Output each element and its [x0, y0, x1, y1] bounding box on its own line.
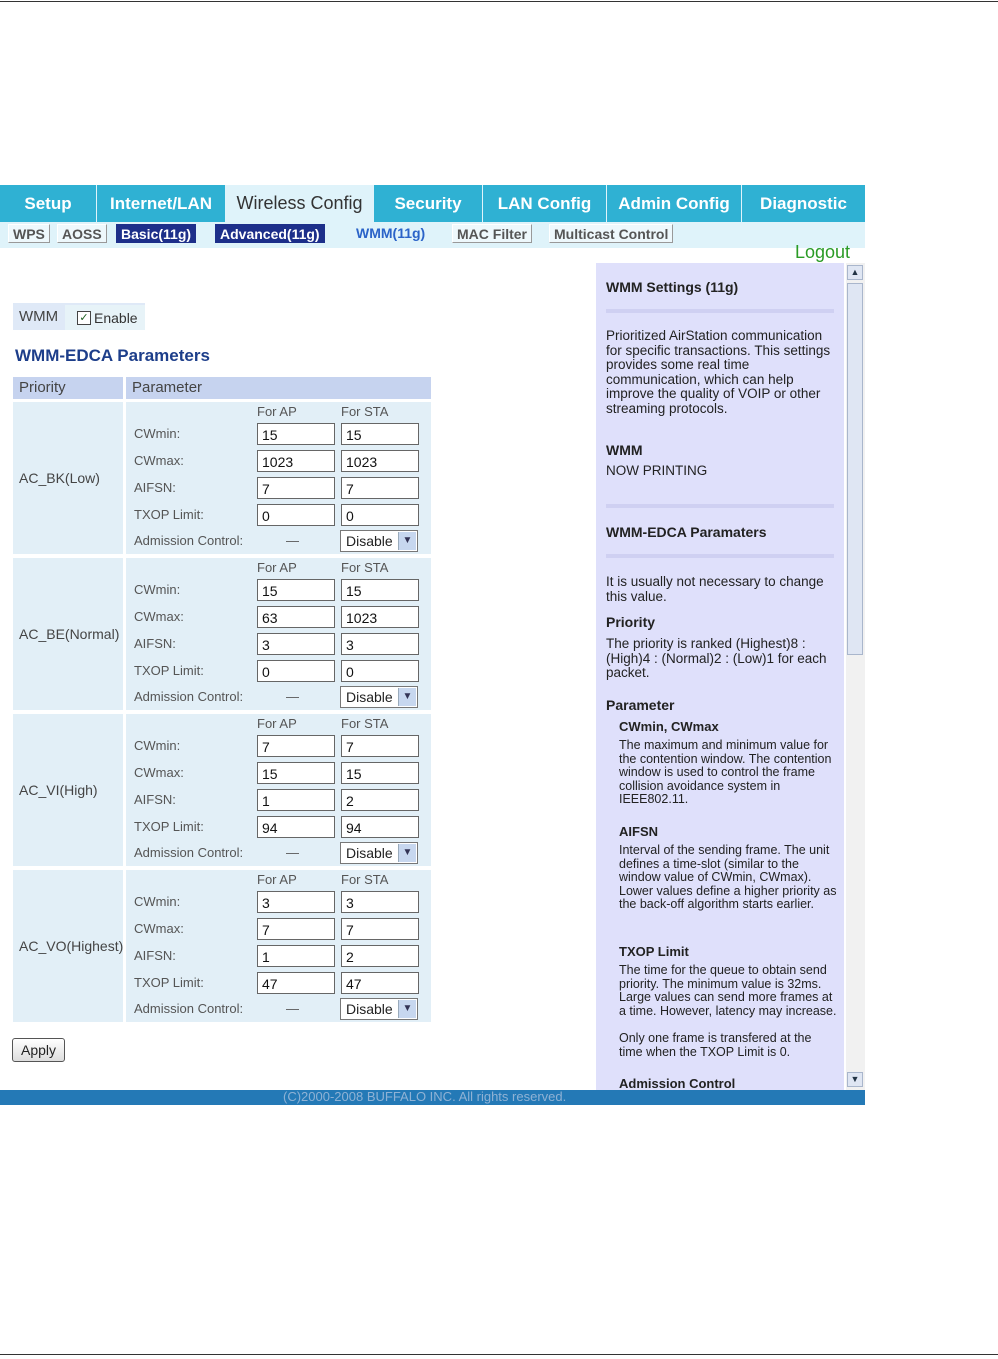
col-for-ap: For AP — [257, 404, 297, 419]
chevron-down-icon[interactable]: ▼ — [398, 1000, 416, 1018]
label-cwmax: CWmax: — [134, 453, 184, 468]
help-wmm-title: WMM — [606, 442, 643, 458]
help-parameter-title: Parameter — [606, 697, 675, 713]
label-cwmax: CWmax: — [134, 609, 184, 624]
settings-content — [0, 265, 593, 1090]
edca-section-title: WMM-EDCA Parameters — [15, 346, 210, 365]
priority-group-be — [13, 558, 431, 710]
priority-name: AC_VO(Highest) — [19, 938, 124, 954]
label-cwmax: CWmax: — [134, 765, 184, 780]
col-for-sta: For STA — [341, 404, 389, 419]
footer-bar — [0, 1090, 865, 1105]
txop-sta-input[interactable]: 47 — [341, 972, 419, 994]
label-cwmax: CWmax: — [134, 921, 184, 936]
subtab-basic-11g[interactable]: Basic(11g) — [116, 224, 196, 243]
subtab-mac-filter[interactable]: MAC Filter — [452, 224, 532, 243]
wmm-enable-checkbox[interactable]: ✓ — [77, 311, 91, 325]
txop-sta-input[interactable]: 0 — [341, 660, 419, 682]
col-for-ap: For AP — [257, 716, 297, 731]
help-admission-title: Admission Control — [619, 1076, 736, 1090]
col-for-ap: For AP — [257, 872, 297, 887]
admission-select[interactable] — [340, 530, 418, 552]
txop-sta-input[interactable]: 94 — [341, 816, 419, 838]
tab-internet-lan[interactable]: Internet/LAN — [97, 185, 226, 222]
col-for-sta: For STA — [341, 716, 389, 731]
help-divider — [606, 504, 834, 508]
txop-ap-input[interactable]: 47 — [257, 972, 335, 994]
aifsn-sta-input[interactable]: 7 — [341, 477, 419, 499]
wmm-enable-wrap — [65, 305, 145, 330]
cwmin-ap-input[interactable]: 7 — [257, 735, 335, 757]
admission-select-value: Disable — [346, 689, 393, 705]
cwmax-sta-input[interactable]: 1023 — [341, 606, 419, 628]
cwmin-ap-input[interactable]: 15 — [257, 423, 335, 445]
label-txop: TXOP Limit: — [134, 975, 204, 990]
help-priority-text: The priority is ranked (Highest)8 : (High)4 : (Normal)2 : (Low)1 for each packet. — [606, 636, 827, 680]
priority-name: AC_VI(High) — [19, 782, 98, 798]
label-admission: Admission Control: — [134, 845, 244, 860]
priority-group-bk — [13, 402, 431, 554]
tab-admin-config[interactable]: Admin Config — [607, 185, 742, 222]
admission-select[interactable] — [340, 842, 418, 864]
scrollbar-thumb[interactable] — [847, 283, 863, 655]
aifsn-sta-input[interactable]: 2 — [341, 945, 419, 967]
cwmin-sta-input[interactable]: 15 — [341, 579, 419, 601]
label-cwmin: CWmin: — [134, 426, 181, 441]
tab-wireless-config[interactable]: Wireless Config — [226, 185, 374, 222]
help-txop-title: TXOP Limit — [619, 944, 689, 959]
aifsn-ap-input[interactable]: 7 — [257, 477, 335, 499]
aifsn-ap-input[interactable]: 1 — [257, 789, 335, 811]
logout-link[interactable]: Logout — [794, 242, 850, 262]
cwmax-sta-input[interactable]: 1023 — [341, 450, 419, 472]
chevron-down-icon[interactable]: ▼ — [847, 1072, 863, 1087]
help-edca-text: It is usually not necessary to change this value. — [606, 574, 824, 604]
copyright-text: (C)2000-2008 BUFFALO INC. All rights reserved. — [283, 1089, 567, 1104]
page-bottom-rule — [0, 1354, 998, 1355]
label-aifsn: AIFSN: — [134, 636, 176, 651]
tab-security[interactable]: Security — [374, 185, 483, 222]
header-parameter: Parameter — [126, 377, 431, 399]
priority-cell — [13, 870, 123, 1022]
parameter-cell — [126, 714, 431, 866]
label-admission: Admission Control: — [134, 689, 244, 704]
cwmin-ap-input[interactable]: 3 — [257, 891, 335, 913]
priority-name: AC_BK(Low) — [19, 470, 100, 486]
help-intro: Prioritized AirStation communication for specific transactions. This settings provides some real time communication, which can help improve the quality of VOIP or other streaming protocols. — [606, 328, 831, 416]
help-title: WMM Settings (11g) — [606, 279, 739, 295]
aifsn-sta-input[interactable]: 3 — [341, 633, 419, 655]
cwmin-sta-input[interactable]: 7 — [341, 735, 419, 757]
label-aifsn: AIFSN: — [134, 948, 176, 963]
parameter-cell — [126, 402, 431, 554]
apply-button[interactable]: Apply — [12, 1038, 65, 1062]
cwmax-ap-input[interactable]: 7 — [257, 918, 335, 940]
col-for-sta: For STA — [341, 872, 389, 887]
subtab-aoss[interactable]: AOSS — [57, 224, 107, 243]
cwmin-ap-input[interactable]: 15 — [257, 579, 335, 601]
cwmax-ap-input[interactable]: 1023 — [257, 450, 335, 472]
admission-select-value: Disable — [346, 845, 393, 861]
txop-sta-input[interactable]: 0 — [341, 504, 419, 526]
label-cwmin: CWmin: — [134, 894, 181, 909]
priority-cell — [13, 402, 123, 554]
txop-ap-input[interactable]: 94 — [257, 816, 335, 838]
wmm-enable-label[interactable]: Enable — [94, 310, 138, 326]
help-edca-title: WMM-EDCA Paramaters — [606, 524, 767, 540]
aifsn-sta-input[interactable]: 2 — [341, 789, 419, 811]
chevron-up-icon[interactable]: ▲ — [847, 265, 863, 280]
wmm-toggle-row — [13, 303, 145, 330]
label-admission: Admission Control: — [134, 1001, 244, 1016]
parameter-cell — [126, 870, 431, 1022]
col-for-sta: For STA — [341, 560, 389, 575]
txop-ap-input[interactable]: 0 — [257, 660, 335, 682]
chevron-down-icon[interactable]: ▼ — [398, 844, 416, 862]
wmm-label: WMM — [19, 308, 59, 325]
admission-select-value: Disable — [346, 533, 393, 549]
admission-select[interactable] — [340, 998, 418, 1020]
help-wmm-text: NOW PRINTING — [606, 463, 708, 478]
admission-select[interactable] — [340, 686, 418, 708]
help-aifsn-text: Interval of the sending frame. The unit defines a time-slot (similar to the window value of CWmin, CWmax). Lower values define a higher priority as the back-off algorithm starts earlier. — [619, 843, 837, 911]
subtab-advanced-11g[interactable]: Advanced(11g) — [215, 224, 325, 243]
admission-ap-dash: — — [286, 689, 299, 704]
label-txop: TXOP Limit: — [134, 819, 204, 834]
cwmax-sta-input[interactable]: 7 — [341, 918, 419, 940]
priority-group-vo — [13, 870, 431, 1022]
label-cwmin: CWmin: — [134, 738, 181, 753]
label-cwmin: CWmin: — [134, 582, 181, 597]
aifsn-ap-input[interactable]: 1 — [257, 945, 335, 967]
parameter-cell — [126, 558, 431, 710]
col-for-ap: For AP — [257, 560, 297, 575]
label-txop: TXOP Limit: — [134, 507, 204, 522]
admission-ap-dash: — — [286, 533, 299, 548]
priority-name: AC_BE(Normal) — [19, 626, 120, 642]
subtab-multicast-control[interactable]: Multicast Control — [549, 224, 673, 243]
priority-group-vi — [13, 714, 431, 866]
help-panel — [596, 263, 844, 1090]
help-divider — [606, 554, 834, 558]
subtab-wmm-11g[interactable]: WMM(11g) — [356, 225, 426, 241]
tab-lan-config[interactable]: LAN Config — [483, 185, 607, 222]
aifsn-ap-input[interactable]: 3 — [257, 633, 335, 655]
label-aifsn: AIFSN: — [134, 792, 176, 807]
help-txop-text-2: Only one frame is transfered at the time when the TXOP Limit is 0. — [619, 1031, 812, 1059]
chevron-down-icon[interactable]: ▼ — [398, 532, 416, 550]
help-txop-text: The time for the queue to obtain send priority. The minimum value is 32ms. Large values can send more frames at a time. However, latency may increase. — [619, 963, 837, 1018]
header-priority: Priority — [13, 377, 123, 399]
priority-cell — [13, 558, 123, 710]
help-divider — [606, 309, 834, 313]
cwmax-sta-input[interactable]: 15 — [341, 762, 419, 784]
admission-ap-dash: — — [286, 1001, 299, 1016]
label-txop: TXOP Limit: — [134, 663, 204, 678]
help-scrollbar[interactable] — [846, 263, 865, 1090]
cwmin-sta-input[interactable]: 15 — [341, 423, 419, 445]
admission-select-value: Disable — [346, 1001, 393, 1017]
chevron-down-icon[interactable]: ▼ — [398, 688, 416, 706]
admission-ap-dash: — — [286, 845, 299, 860]
tab-setup[interactable]: Setup — [0, 185, 97, 222]
sub-nav — [0, 222, 865, 248]
subtab-wps[interactable]: WPS — [8, 224, 50, 243]
cwmin-sta-input[interactable]: 3 — [341, 891, 419, 913]
page-top-rule — [0, 1, 998, 2]
help-cw-title: CWmin, CWmax — [619, 719, 719, 734]
router-admin-window — [0, 185, 865, 1105]
main-nav — [0, 185, 865, 222]
cwmax-ap-input[interactable]: 15 — [257, 762, 335, 784]
priority-cell — [13, 714, 123, 866]
tab-diagnostic[interactable]: Diagnostic — [760, 194, 847, 213]
label-admission: Admission Control: — [134, 533, 244, 548]
help-aifsn-title: AIFSN — [619, 824, 658, 839]
txop-ap-input[interactable]: 0 — [257, 504, 335, 526]
label-aifsn: AIFSN: — [134, 480, 176, 495]
cwmax-ap-input[interactable]: 63 — [257, 606, 335, 628]
help-priority-title: Priority — [606, 614, 656, 630]
help-cw-text: The maximum and minimum value for the contention window. The contention window is used to control the frame collision avoidance system in IEEE802.11. — [619, 738, 832, 806]
